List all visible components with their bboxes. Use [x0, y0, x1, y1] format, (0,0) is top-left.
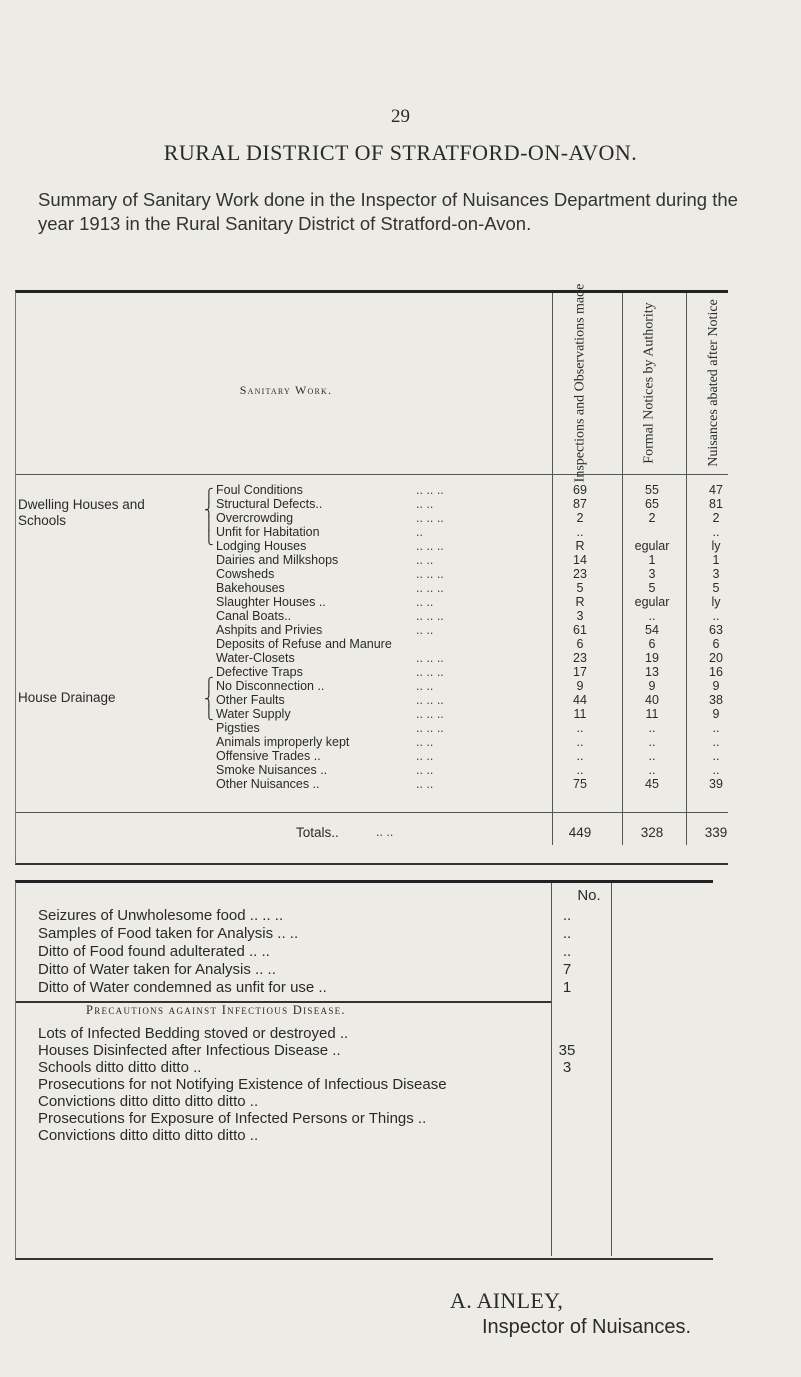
cell-inspections: R	[575, 539, 585, 553]
list-item	[38, 979, 572, 996]
cell-abated: ..	[712, 721, 720, 735]
item-label: Lots of Infected Bedding stoved or destroyed ..	[38, 1025, 349, 1042]
cell-inspections: 61	[573, 623, 587, 637]
row-label: Dairies and Milkshops	[216, 553, 339, 567]
list-item	[38, 907, 572, 924]
cell-inspections: ..	[576, 749, 584, 763]
row-label: Deposits of Refuse and Manure	[216, 637, 392, 651]
table-row	[16, 553, 728, 567]
table-row	[16, 707, 728, 721]
column-divider	[611, 883, 612, 1256]
dot-leader: .. ..	[416, 595, 434, 609]
section-heading-precautions: Precautions against Infectious Disease.	[86, 1003, 346, 1017]
table-row	[16, 721, 728, 735]
cell-notices: 3	[648, 567, 656, 581]
table-row	[16, 609, 728, 623]
row-label: Defective Traps	[216, 665, 303, 679]
dot-leader: .. .. ..	[416, 665, 444, 679]
dot-leader: ..	[416, 525, 423, 539]
item-value: 35	[558, 1042, 576, 1059]
table-row	[16, 497, 728, 511]
cell-abated: 20	[709, 651, 723, 665]
cell-notices: 2	[648, 511, 656, 525]
cell-notices: ..	[648, 721, 656, 735]
list-item	[38, 961, 572, 978]
table-row	[16, 483, 728, 497]
food-and-disease-table	[15, 880, 713, 1260]
cell-inspections: 11	[573, 707, 587, 721]
item-label: Ditto of Water taken for Analysis .. ..	[38, 961, 276, 978]
list-item	[38, 1110, 426, 1127]
table-row	[16, 693, 728, 707]
row-label: Foul Conditions	[216, 483, 303, 497]
dot-leader: .. .. ..	[416, 567, 444, 581]
cell-abated: ..	[712, 525, 720, 539]
item-label: Convictions ditto ditto ditto ditto ..	[38, 1127, 259, 1144]
dot-leader: .. ..	[416, 763, 434, 777]
signature-name: A. AINLEY,	[450, 1288, 564, 1313]
cell-notices: ..	[648, 735, 656, 749]
cell-abated: ..	[712, 609, 720, 623]
dot-leader: .. ..	[416, 777, 434, 791]
cell-inspections: 69	[573, 483, 587, 497]
table-row	[16, 763, 728, 777]
cell-inspections: 14	[573, 553, 587, 567]
row-label: Other Nuisances ..	[216, 777, 320, 791]
cell-abated: ly	[711, 595, 721, 609]
totals-label: Totals..	[296, 825, 339, 840]
row-label: Other Faults	[216, 693, 285, 707]
brace: ⎧ ⎨ ⎪ ⎩	[204, 488, 214, 545]
list-item	[38, 1042, 576, 1059]
brace: ⎧ ⎨ ⎩	[204, 677, 214, 720]
item-value: ..	[562, 925, 572, 942]
item-label: Prosecutions for Exposure of Infected Persons or Things ..	[38, 1110, 427, 1127]
cell-abated: 3	[712, 567, 720, 581]
item-label: Seizures of Unwholesome food .. .. ..	[38, 907, 284, 924]
cell-notices: 45	[645, 777, 659, 791]
item-label: Ditto of Water condemned as unfit for use ..	[38, 979, 327, 996]
cell-inspections: 9	[576, 679, 584, 693]
row-label: Canal Boats..	[216, 609, 292, 623]
item-value: 7	[562, 961, 572, 978]
total-notices: 328	[640, 825, 664, 840]
total-abated: 339	[704, 825, 728, 840]
cell-notices: ..	[648, 609, 656, 623]
dot-leader: .. .. ..	[416, 651, 444, 665]
cell-inspections: ..	[576, 721, 584, 735]
row-label: No Disconnection ..	[216, 679, 325, 693]
dot-leader: .. ..	[416, 679, 434, 693]
item-label: Convictions ditto ditto ditto ditto ..	[38, 1093, 259, 1110]
dot-leader: .. .. ..	[416, 539, 444, 553]
cell-inspections: ..	[576, 763, 584, 777]
cell-inspections: 3	[576, 609, 584, 623]
table-row	[16, 679, 728, 693]
row-label: Overcrowding	[216, 511, 294, 525]
signature-role: Inspector of Nuisances.	[482, 1316, 691, 1338]
item-label: Samples of Food taken for Analysis .. ..	[38, 925, 299, 942]
list-item	[38, 1127, 258, 1144]
cell-abated: 39	[709, 777, 723, 791]
cell-notices: ..	[648, 749, 656, 763]
page-number: 29	[391, 106, 410, 127]
header-rule	[16, 474, 728, 475]
cell-notices: egular	[634, 595, 670, 609]
table-row	[16, 777, 728, 791]
cell-inspections: 44	[573, 693, 587, 707]
row-label: Cowsheds	[216, 567, 275, 581]
item-label: Ditto of Food found adulterated .. ..	[38, 943, 270, 960]
cell-abated: 2	[712, 511, 720, 525]
table-row	[16, 567, 728, 581]
dot-leader: .. .. ..	[416, 721, 444, 735]
item-value: ..	[562, 943, 572, 960]
row-label: Unfit for Habitation	[216, 525, 320, 539]
item-label: Prosecutions for not Notifying Existence of Infectious Disease	[38, 1076, 447, 1093]
cell-abated: 47	[709, 483, 723, 497]
row-label: Slaughter Houses ..	[216, 595, 326, 609]
table-row	[16, 525, 728, 539]
row-label: Structural Defects..	[216, 497, 323, 511]
table-row	[16, 581, 728, 595]
cell-notices: 1	[648, 553, 656, 567]
cell-abated: ..	[712, 735, 720, 749]
cell-abated: 9	[712, 679, 720, 693]
cell-inspections: 75	[573, 777, 587, 791]
totals-rule	[16, 812, 728, 813]
table-row	[16, 651, 728, 665]
list-item	[38, 1025, 348, 1042]
row-label: Offensive Trades ..	[216, 749, 321, 763]
cell-abated: 6	[712, 637, 720, 651]
column-header-inspections: Inspections and Observations made	[572, 283, 587, 483]
row-label: Ashpits and Privies	[216, 623, 323, 637]
table-row	[16, 595, 728, 609]
cell-inspections: 23	[573, 567, 587, 581]
item-label: Schools ditto ditto ditto ..	[38, 1059, 202, 1076]
list-item	[38, 943, 572, 960]
totals-row	[16, 825, 728, 845]
total-inspections: 449	[568, 825, 592, 840]
cell-inspections: 87	[573, 497, 587, 511]
cell-notices: 54	[645, 623, 659, 637]
table-row	[16, 637, 728, 651]
row-label: Pigsties	[216, 721, 260, 735]
row-label: Animals improperly kept	[216, 735, 350, 749]
dot-leader: .. ..	[376, 825, 394, 839]
dot-leader: .. ..	[416, 497, 434, 511]
cell-abated: 38	[709, 693, 723, 707]
dot-leader: .. .. ..	[416, 483, 444, 497]
cell-abated: 81	[709, 497, 723, 511]
cell-notices: egular	[634, 539, 670, 553]
cell-notices: 9	[648, 679, 656, 693]
table-row	[16, 623, 728, 637]
dot-leader: .. ..	[416, 623, 434, 637]
row-label: Water-Closets	[216, 651, 295, 665]
dot-leader: .. .. ..	[416, 581, 444, 595]
row-header: Sanitary Work.	[239, 383, 333, 397]
cell-notices: 19	[645, 651, 659, 665]
cell-abated: ly	[711, 539, 721, 553]
cell-inspections: 6	[576, 637, 584, 651]
cell-abated: ..	[712, 749, 720, 763]
row-label: Bakehouses	[216, 581, 285, 595]
cell-inspections: ..	[576, 525, 584, 539]
cell-abated: ..	[712, 763, 720, 777]
cell-abated: 9	[712, 707, 720, 721]
cell-inspections: 23	[573, 651, 587, 665]
item-value: 1	[562, 979, 572, 996]
sanitary-work-table	[15, 283, 728, 865]
column-header-notices: Formal Notices by Authority	[642, 302, 658, 464]
cell-abated: 5	[712, 581, 720, 595]
table-row	[16, 665, 728, 679]
list-item	[38, 1059, 572, 1076]
dot-leader: .. .. ..	[416, 693, 444, 707]
dot-leader: .. .. ..	[416, 609, 444, 623]
page-title: RURAL DISTRICT OF STRATFORD-ON-AVON.	[163, 140, 638, 165]
cell-abated: 1	[712, 553, 720, 567]
cell-notices: 65	[645, 497, 659, 511]
table-row	[16, 539, 728, 553]
group-dwelling-houses: Dwelling Houses and Schools	[18, 497, 145, 528]
cell-inspections: ..	[576, 735, 584, 749]
list-item	[38, 1076, 447, 1093]
row-label: Lodging Houses	[216, 539, 307, 553]
cell-notices: 40	[645, 693, 659, 707]
cell-notices: 5	[648, 581, 656, 595]
cell-inspections: 2	[576, 511, 584, 525]
cell-notices: ..	[648, 763, 656, 777]
dot-leader: .. ..	[416, 553, 434, 567]
cell-abated: 16	[709, 665, 723, 679]
cell-notices: 13	[645, 665, 659, 679]
list-item	[38, 1093, 258, 1110]
row-label: Water Supply	[216, 707, 291, 721]
list-item	[38, 925, 572, 942]
cell-inspections: 5	[576, 581, 584, 595]
row-label: Smoke Nuisances ..	[216, 763, 328, 777]
dot-leader: .. ..	[416, 735, 434, 749]
table-row	[16, 749, 728, 763]
cell-inspections: R	[575, 595, 585, 609]
item-value: 3	[562, 1059, 572, 1076]
intro-paragraph: Summary of Sanitary Work done in the Inspector of Nuisances Department during the year 1913 in the Rural Sanitary District of Stratford-on-Avon.	[38, 189, 738, 234]
dot-leader: .. ..	[416, 749, 434, 763]
cell-notices: 6	[648, 637, 656, 651]
column-header-number: No.	[577, 887, 601, 904]
cell-inspections: 17	[573, 665, 587, 679]
column-header-abated: Nuisances abated after Notice	[706, 299, 721, 467]
table-row	[16, 511, 728, 525]
cell-notices: 11	[645, 707, 659, 721]
item-label: Houses Disinfected after Infectious Disease ..	[38, 1042, 341, 1059]
cell-abated: 63	[709, 623, 723, 637]
group-house-drainage: House Drainage	[18, 690, 116, 705]
dot-leader: .. .. ..	[416, 511, 444, 525]
item-value: ..	[562, 907, 572, 924]
table-row	[16, 735, 728, 749]
dot-leader: .. .. ..	[416, 707, 444, 721]
cell-notices: 55	[645, 483, 659, 497]
